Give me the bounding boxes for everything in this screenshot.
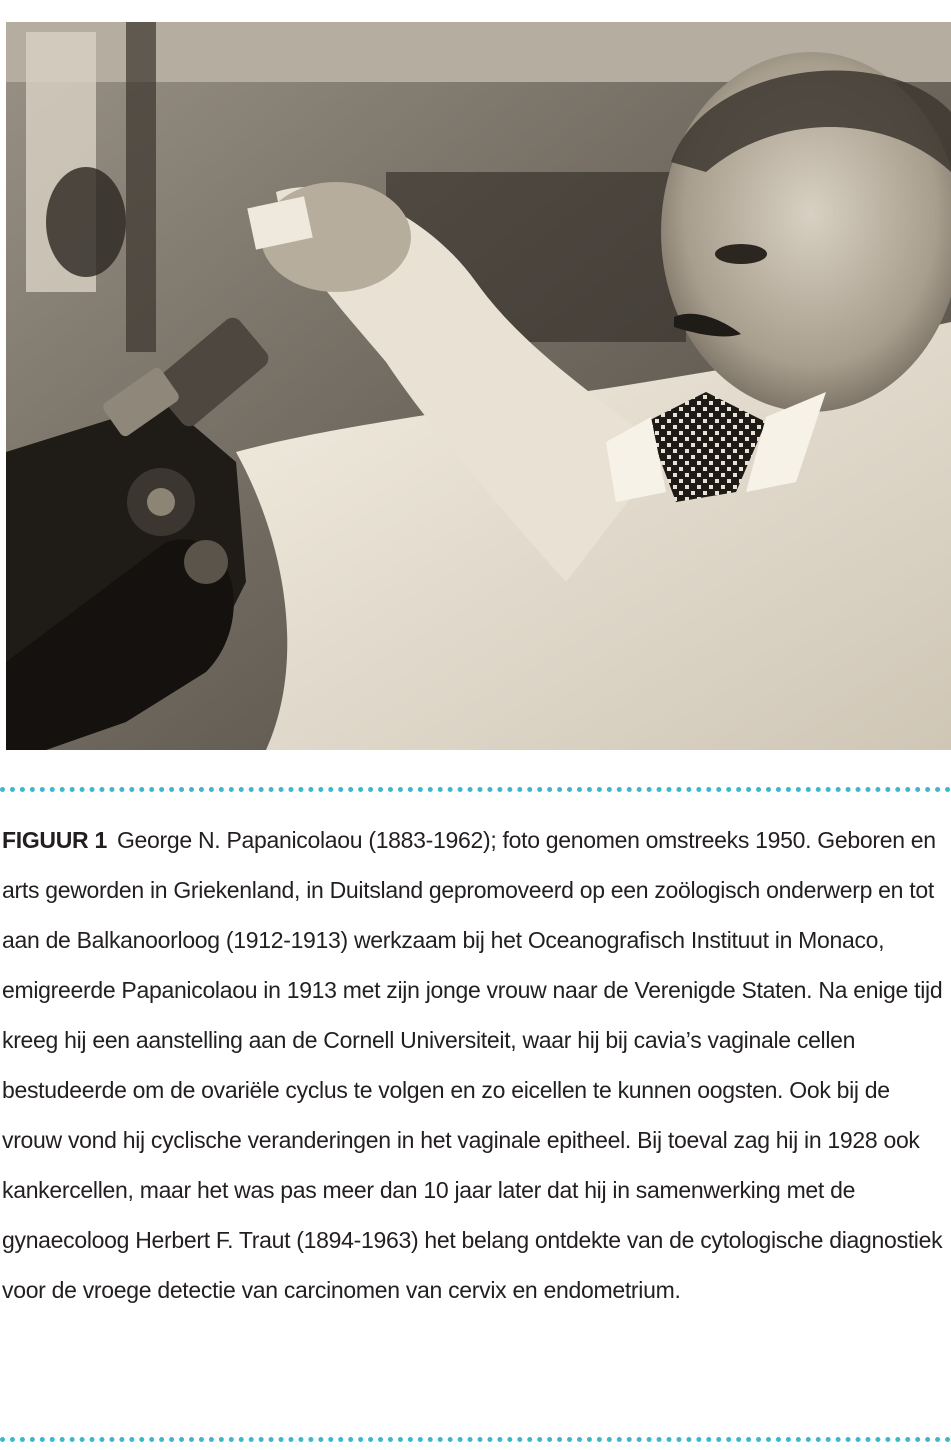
divider-bottom (0, 1437, 951, 1442)
figure-caption (2, 815, 950, 1315)
photo-illustration (6, 22, 951, 750)
divider-top (0, 787, 951, 792)
figure-caption-text: George N. Papanicolaou (1883-1962); foto genomen omstreeks 1950. Geboren en arts geworden in Griekenland, in Duitsland gepromoveerd op een zoölogisch onderwerp en tot aan de Balkanoorloog (1912-1913) werkzaam bij het Oceanografisch Instituut in Monaco, emigreerde Papanicolaou in 1913 met zijn jonge vrouw naar de Verenigde Staten. Na enige tijd kreeg hij een aanstelling aan de Cornell Universiteit, waar hij bij cavia’s vaginale cellen bestudeerde om de ovariële cyclus te volgen en zo eicellen te kunnen oogsten. Ook bij de vrouw vond hij cyclische veranderingen in het vaginale epitheel. Bij toeval zag hij in 1928 ook kankercellen, maar het was pas meer dan 10 jaar later dat hij in samenwerking met de gynaecoloog Herbert F. Traut (1894-1963) het belang ontdekte van de cytologische diagnostiek voor de vroege detectie van carcinomen van cervix en endometrium. (2, 827, 943, 1303)
portrait-photo (6, 22, 951, 750)
figure-label: FIGUUR 1 (2, 827, 107, 853)
